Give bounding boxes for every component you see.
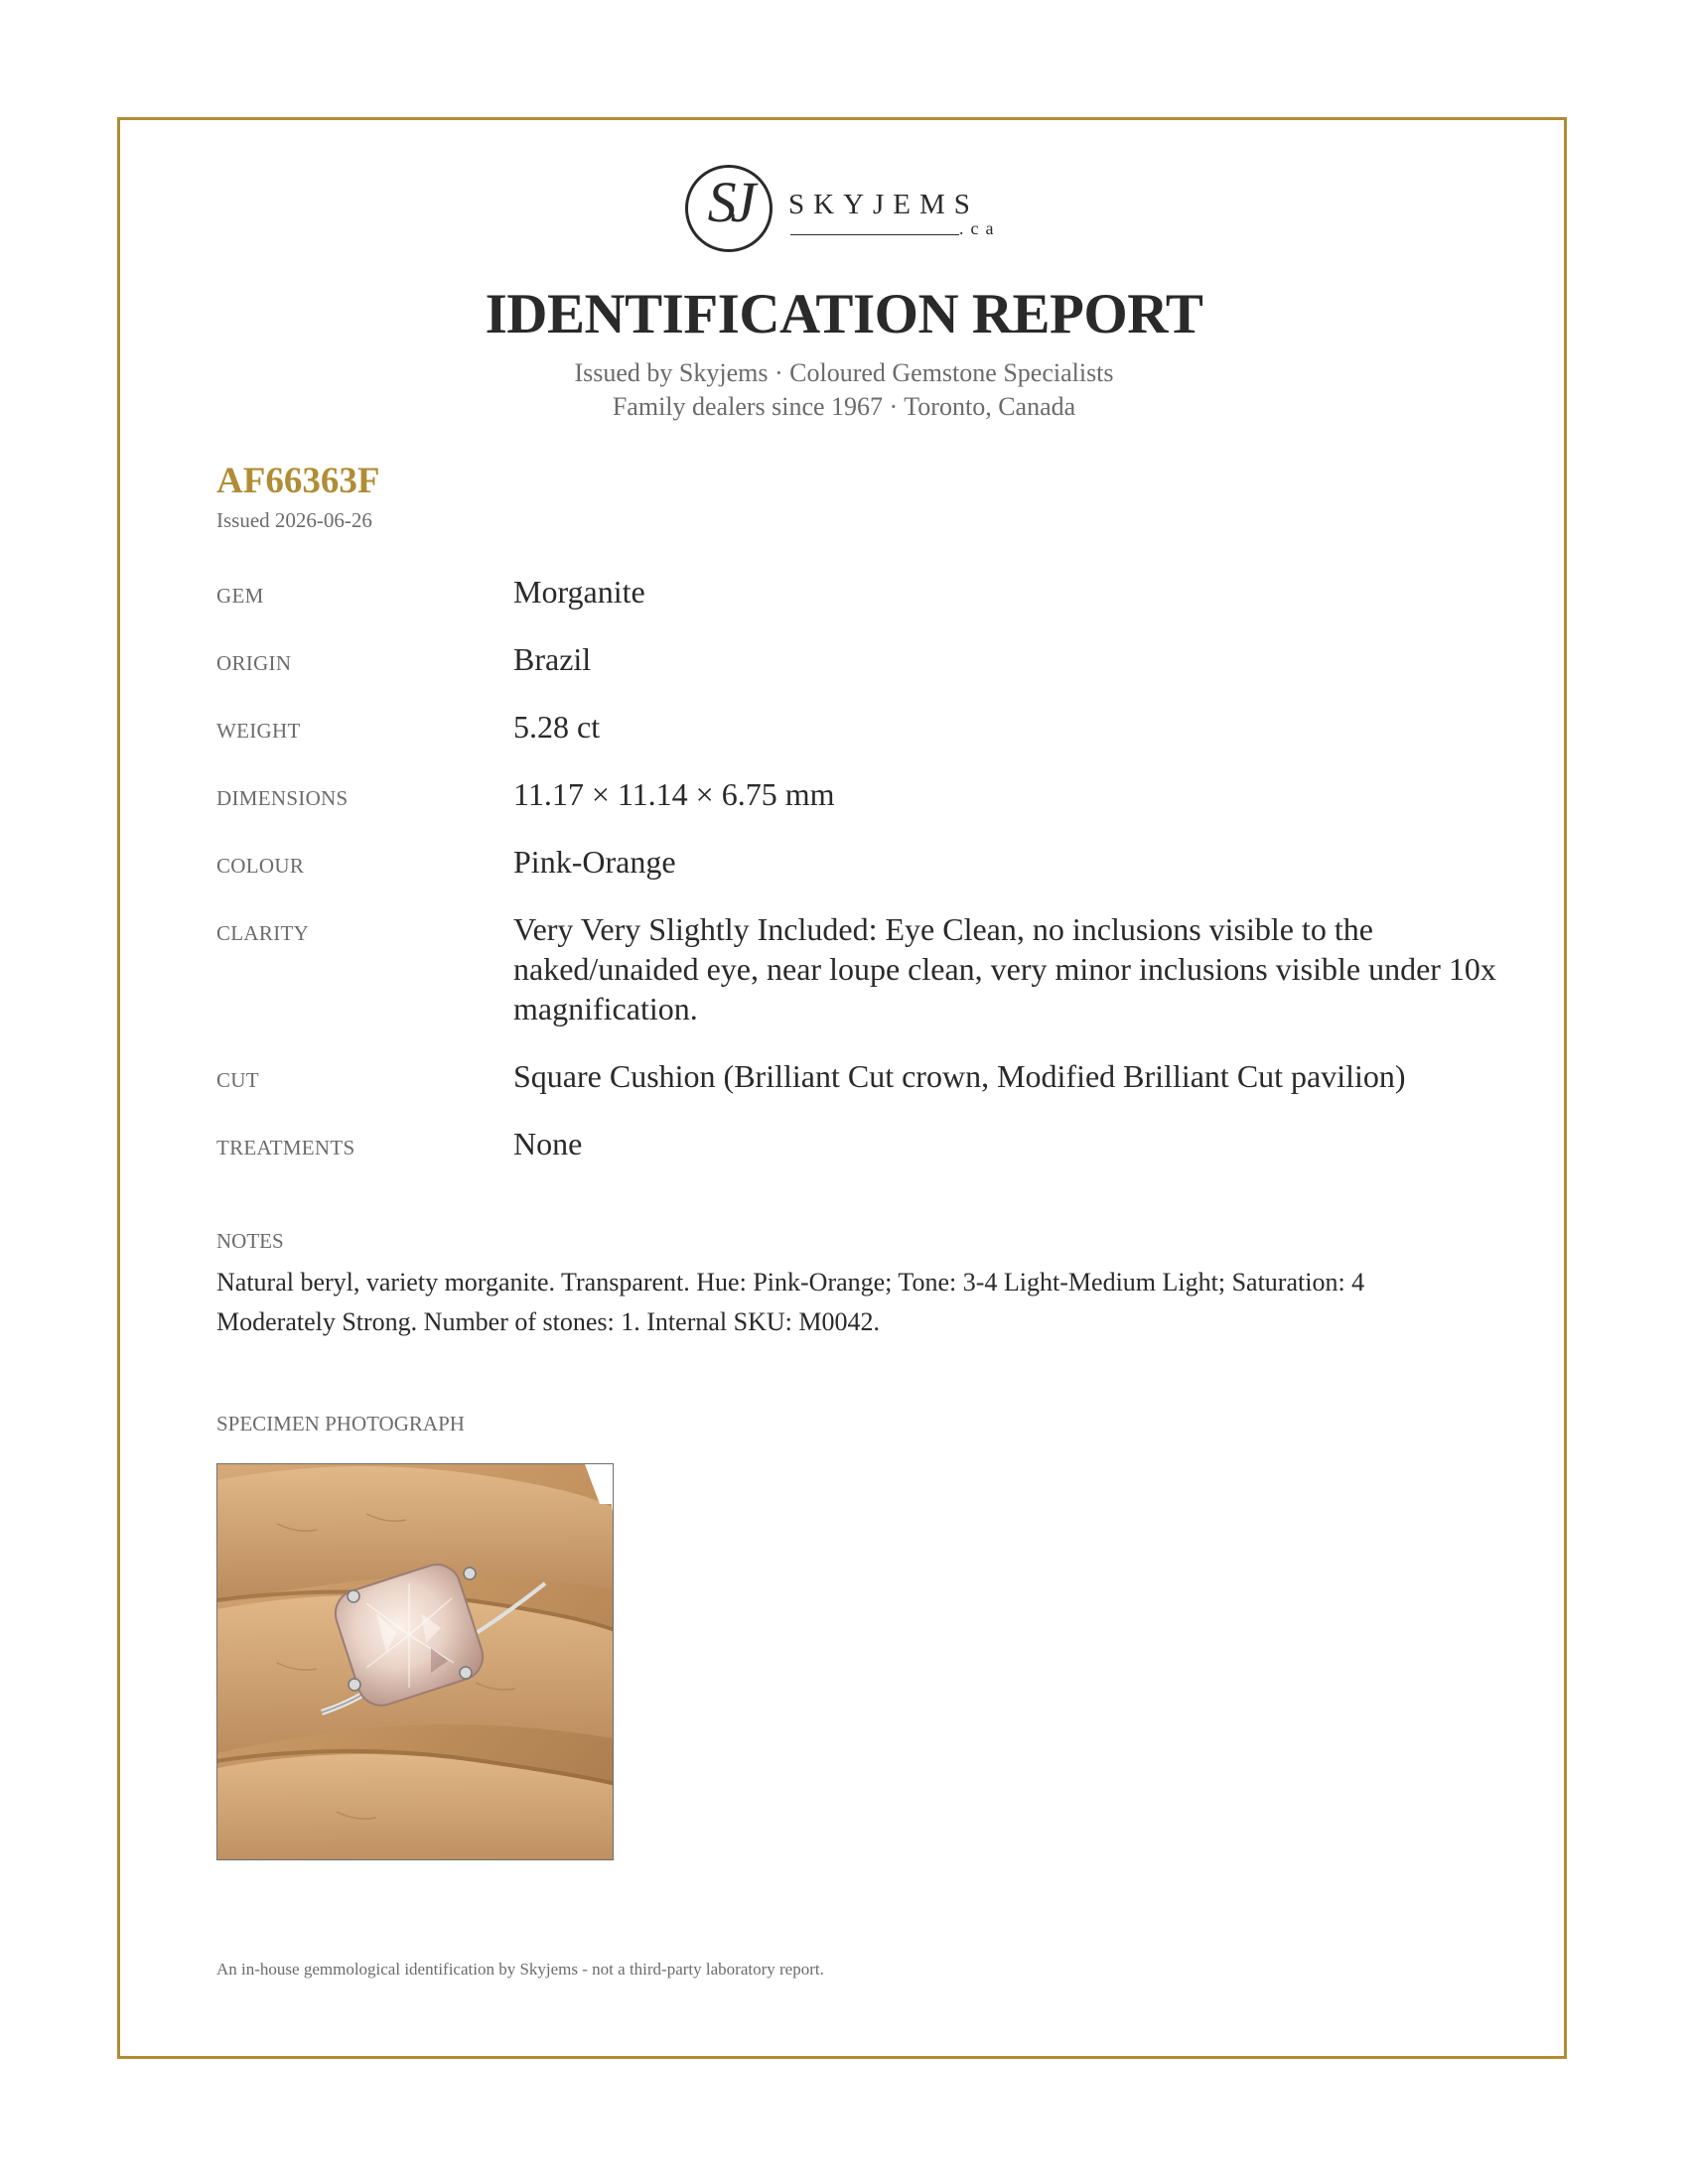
cut-value: Square Cushion (Brilliant Cut crown, Modified Brilliant Cut pavilion) <box>513 1058 1406 1094</box>
specimen-photograph <box>216 1463 614 1860</box>
treatments-value: None <box>513 1126 583 1161</box>
origin-value: Brazil <box>513 641 592 677</box>
gem-label: GEM <box>216 584 264 608</box>
colour-value: Pink-Orange <box>513 844 676 880</box>
report-title: IDENTIFICATION REPORT <box>485 283 1203 345</box>
colour-label: COLOUR <box>216 854 305 878</box>
logo-monogram: SJ <box>707 170 751 234</box>
weight-label: WEIGHT <box>216 719 301 743</box>
origin-label: ORIGIN <box>216 651 292 675</box>
logo-wordmark: SKYJEMS <box>788 189 979 220</box>
notes-label: NOTES <box>216 1229 284 1253</box>
cut-label: CUT <box>216 1068 259 1092</box>
clarity-label: CLARITY <box>216 921 310 945</box>
gem-value: Morganite <box>513 574 645 610</box>
weight-value: 5.28 ct <box>513 709 601 745</box>
logo-domain-suffix: .ca <box>959 218 1001 238</box>
clarity-value: Very Very Slightly Included: Eye Clean, no inclusions visible to the naked/unaided eye, near loupe clean, very minor inclusions visible under 10x magnification. <box>513 911 1496 1026</box>
report-subtitle-location: Family dealers since 1967 · Toronto, Canada <box>612 392 1076 421</box>
report-subtitle-issuer: Issued by Skyjems · Coloured Gemstone Specialists <box>574 358 1114 387</box>
footer-disclaimer: An in-house gemmological identification by Skyjems - not a third-party laboratory report. <box>216 1960 824 1979</box>
logo-rule <box>790 234 959 235</box>
photo-label: SPECIMEN PHOTOGRAPH <box>216 1412 465 1435</box>
issued-date: Issued 2026-06-26 <box>216 508 372 532</box>
dimensions-value: 11.17 × 11.14 × 6.75 mm <box>513 776 835 812</box>
notes-text: Natural beryl, variety morganite. Transparent. Hue: Pink-Orange; Tone: 3-4 Light-Medium Light; Saturation: 4 Moderately Strong. Number of stones: 1. Internal SKU: M0042. <box>216 1268 1365 1336</box>
report-id: AF66363F <box>216 461 380 501</box>
treatments-label: TREATMENTS <box>216 1136 355 1160</box>
skyjems-logo <box>685 165 1003 264</box>
dimensions-label: DIMENSIONS <box>216 786 349 810</box>
